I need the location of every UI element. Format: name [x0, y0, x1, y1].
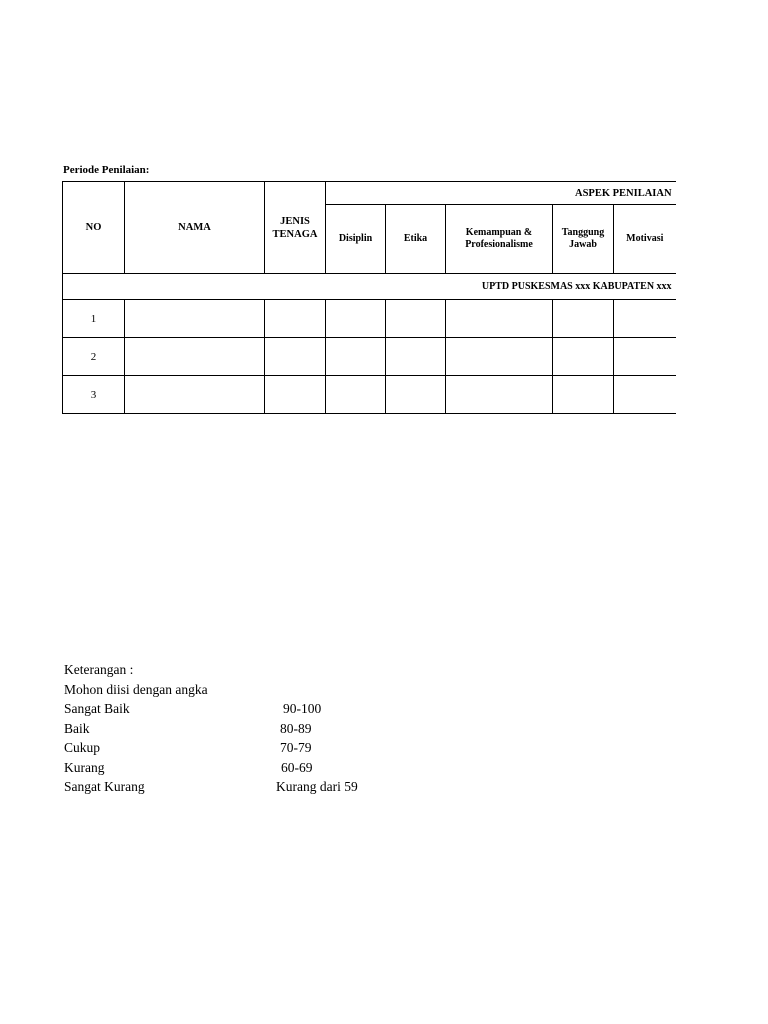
header-motivasi: Motivasi	[614, 205, 676, 274]
legend-range: 70-79	[280, 740, 312, 755]
cell-jenis-tenaga[interactable]	[265, 300, 326, 338]
header-disiplin: Disiplin	[326, 205, 386, 274]
legend-range: 80-89	[280, 720, 312, 736]
cell-nama[interactable]	[125, 338, 265, 376]
cell-tanggung-jawab[interactable]	[553, 376, 614, 414]
header-kemampuan-line-2: Profesionalisme	[465, 239, 533, 250]
keterangan-note: Mohon diisi dengan angka	[64, 681, 208, 697]
legend-item	[64, 719, 312, 739]
table-row	[63, 376, 676, 414]
cell-disiplin[interactable]	[326, 338, 386, 376]
header-kemampuan	[446, 205, 553, 274]
header-tanggung-jawab	[553, 205, 614, 274]
cell-jenis-tenaga[interactable]	[265, 376, 326, 414]
legend-label: Sangat Kurang	[64, 779, 145, 794]
keterangan-heading: Keterangan :	[64, 662, 134, 677]
header-tanggung-line-2: Jawab	[569, 239, 597, 250]
legend-item	[64, 777, 358, 797]
table-row	[63, 338, 676, 376]
legend-item	[64, 699, 322, 719]
legend-range: 60-69	[281, 759, 313, 775]
legend-item	[64, 758, 313, 778]
cell-nama[interactable]	[125, 300, 265, 338]
cell-tanggung-jawab[interactable]	[553, 338, 614, 376]
header-tanggung-line-1: Tanggung	[561, 227, 605, 238]
header-no: NO	[63, 182, 125, 274]
header-jenis-line-2: TENAGA	[272, 228, 318, 240]
cell-disiplin[interactable]	[326, 376, 386, 414]
cell-etika[interactable]	[386, 300, 446, 338]
cell-etika[interactable]	[386, 376, 446, 414]
cell-kemampuan[interactable]	[446, 376, 553, 414]
legend-label: Cukup	[64, 740, 101, 755]
cell-kemampuan[interactable]	[446, 338, 553, 376]
header-etika: Etika	[386, 205, 446, 274]
cell-motivasi[interactable]	[614, 376, 676, 414]
keterangan-section	[64, 660, 358, 797]
header-kemampuan-line-1: Kemampuan &	[465, 227, 533, 238]
periode-label: Periode Penilaian:	[63, 164, 150, 176]
cell-tanggung-jawab[interactable]	[553, 300, 614, 338]
assessment-table	[62, 181, 676, 414]
legend-label: Sangat Baik	[64, 701, 130, 716]
legend-label: Kurang	[64, 759, 105, 775]
row-no: 2	[63, 338, 125, 376]
legend-label: Baik	[64, 720, 90, 736]
table-row	[63, 300, 676, 338]
row-no: 1	[63, 300, 125, 338]
header-jenis-line-1: JENIS	[280, 215, 310, 227]
header-aspek-penilaian: ASPEK PENILAIAN	[326, 182, 676, 205]
header-jenis-tenaga	[265, 182, 326, 274]
legend-range: 90-100	[283, 701, 322, 716]
legend-item	[64, 738, 312, 758]
header-nama: NAMA	[125, 182, 265, 274]
cell-kemampuan[interactable]	[446, 300, 553, 338]
cell-disiplin[interactable]	[326, 300, 386, 338]
cell-motivasi[interactable]	[614, 300, 676, 338]
cell-jenis-tenaga[interactable]	[265, 338, 326, 376]
legend-range: Kurang dari 59	[276, 779, 358, 794]
cell-nama[interactable]	[125, 376, 265, 414]
cell-etika[interactable]	[386, 338, 446, 376]
unit-row: UPTD PUSKESMAS xxx KABUPATEN xxx	[63, 274, 676, 300]
row-no: 3	[63, 376, 125, 414]
cell-motivasi[interactable]	[614, 338, 676, 376]
